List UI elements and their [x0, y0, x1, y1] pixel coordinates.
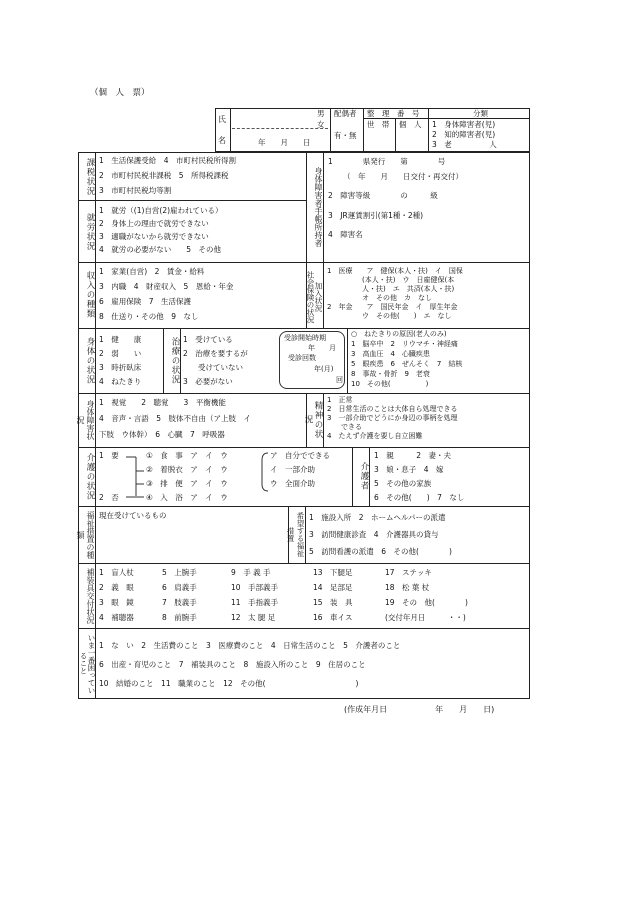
kaigo-label: 介護の状況	[85, 452, 95, 501]
shintai-option[interactable]: 2 弱 い	[99, 349, 142, 358]
hosogu-item[interactable]: 17 ステッキ	[385, 568, 432, 577]
setai-label: 世 帯	[367, 120, 390, 129]
kazei-option[interactable]: 2 市町村民税非課税 5 所得税課税	[99, 171, 229, 180]
kojin-label: 個 人	[399, 120, 422, 129]
kaigo-legend: ウ 全面介助	[270, 479, 315, 488]
chiryo-option[interactable]: 受けていない	[183, 363, 243, 372]
shintai-label: 身体の状況	[85, 337, 95, 385]
kaigo-legend: イ 一部介助	[270, 465, 315, 474]
seishin-option[interactable]: 1 正常	[327, 396, 353, 404]
netakiri-option[interactable]: 8 事故・骨折 9 老衰	[351, 370, 430, 378]
hoken-option[interactable]: 2 年金 ア 国民年金 イ 厚生年金	[327, 303, 458, 311]
shuro-option[interactable]: 4 就労の必要がない 5 その他	[99, 245, 222, 254]
hosogu-item[interactable]: 3 眼 鏡	[99, 598, 134, 607]
seishin-option[interactable]: 2 日常生活のことは大体自ら処理できる	[327, 405, 458, 413]
komari-option[interactable]: 10 結婚のこと 11 職業のこと 12 その他( )	[99, 679, 359, 688]
hosogu-item[interactable]: 5 上腕手	[162, 568, 197, 577]
jushin-count[interactable]: 回	[336, 376, 343, 384]
spouse-value[interactable]: 有・無	[334, 131, 357, 140]
techo-field[interactable]: 2 障害等級 の 級	[328, 191, 438, 200]
shintai-option[interactable]: 1 健 康	[99, 335, 142, 344]
fukushi-current[interactable]: 現在受けているもの	[99, 511, 167, 520]
hosogu-item[interactable]: 12 太 腿 足	[231, 613, 276, 622]
hoken-label: 社会保険の状況	[306, 270, 315, 324]
hoken-option[interactable]: 人・扶) エ 共済(本人・扶)	[327, 285, 455, 293]
hoken-option[interactable]: ウ その他( ) エ なし	[327, 312, 452, 320]
shi-label: 氏	[218, 115, 226, 124]
shuro-option[interactable]: 2 身体上の理由で就労できない	[99, 219, 209, 228]
kaigosha-label: 介護者	[359, 462, 369, 491]
shunyu-option[interactable]: 8 仕送り・その他 9 なし	[99, 312, 199, 321]
netakiri-option[interactable]: 5 眼疾患 6 ぜんそく 7 結核	[351, 360, 463, 368]
kaigo-item[interactable]: ① 食 事 ア イ ウ	[146, 451, 228, 460]
netakiri-option[interactable]: 10 その他( )	[351, 380, 429, 388]
kazei-option[interactable]: 3 市町村民税均等割	[99, 186, 172, 195]
hosogu-item[interactable]: 16 車イス	[313, 613, 353, 622]
mei-label: 名	[218, 136, 226, 145]
techo-label: 身体障害者手帳所持者	[314, 167, 323, 247]
shintai-option[interactable]: 3 時折臥床	[99, 363, 142, 372]
kaigo-item[interactable]: ④ 入 浴 ア イ ウ	[146, 493, 228, 502]
komari-option[interactable]: 6 出産・育児のこと 7 補装具のこと 8 施設入所のこと 9 住居のこと	[99, 660, 366, 669]
netakiri-header: ○ ねたきりの原因(老人のみ)	[351, 330, 447, 338]
shunyu-option[interactable]: 3 内職 4 財産収入 5 恩給・年金	[99, 282, 234, 291]
shuro-option[interactable]: 3 適職がないから就労できない	[99, 232, 209, 241]
hosogu-item[interactable]: 13 下腿足	[313, 568, 353, 577]
kaigosha-option[interactable]: 6 その他( ) 7 なし	[374, 493, 465, 502]
shogai-option[interactable]: 1 視覚 2 聴覚 3 平衡機能	[99, 398, 226, 407]
spouse-label: 配偶者	[334, 109, 357, 118]
shunyu-option[interactable]: 6 雇用保険 7 生活保護	[99, 297, 192, 306]
techo-field[interactable]: 3 JR運賃割引(第1種・2種)	[328, 211, 424, 220]
hosogu-item[interactable]: 15 装 具	[313, 598, 353, 607]
bunrui-label: 分類	[473, 109, 488, 118]
hosogu-item[interactable]: 8 前腕手	[162, 613, 197, 622]
hosogu-item[interactable]: 19 その 他( )	[385, 598, 468, 607]
seishin-label: 精神の状況	[303, 401, 323, 439]
chiryo-option[interactable]: 2 治療を要するが	[183, 349, 248, 358]
created-date[interactable]: (作成年月日 年 月 日)	[344, 705, 495, 714]
hosogu-item[interactable]: 7 肢義手	[162, 598, 197, 607]
kaigo-no[interactable]: 2 否	[99, 493, 119, 502]
birth-date: 年 月 日	[258, 138, 311, 147]
shogai-label: 身体障害状況	[76, 400, 95, 440]
jushin-period[interactable]: 年(月)	[314, 365, 334, 373]
kaigo-item[interactable]: ② 着脱衣 ア イ ウ	[146, 465, 228, 474]
hoken-option[interactable]: 1 医療 ア 健保(本人・扶) イ 国保	[327, 267, 463, 275]
jushin-start[interactable]: 受診開始時期	[284, 334, 326, 342]
chiryo-label: 治療の状況	[170, 337, 180, 385]
hoken-option[interactable]: (本人・扶) ウ 日雇健保(本	[327, 276, 455, 284]
seiri-label: 整 理 番 号	[367, 109, 420, 118]
shuro-label: 就労状況	[85, 213, 95, 251]
shuro-option[interactable]: 1 就労（(1)自営(2)雇われている）	[99, 206, 223, 215]
hosogu-item[interactable]: 11 手指義手	[231, 598, 279, 607]
shunyu-label: 収入の種類	[85, 271, 95, 319]
hosogu-item[interactable]: (交付年月日 ・・)	[385, 613, 466, 622]
hosogu-item[interactable]: 6 肩義手	[162, 583, 197, 592]
techo-field[interactable]: 4 障害名	[328, 230, 363, 239]
hosogu-item[interactable]: 4 補聴器	[99, 613, 134, 622]
kaigo-item[interactable]: ③ 排 便 ア イ ウ	[146, 479, 228, 488]
bunrui-item[interactable]: 2 知的障害者(児)	[432, 130, 496, 139]
bunrui-item[interactable]: 1 身体障害者(児)	[432, 120, 496, 129]
kazei-option[interactable]: 1 生活保護受給 4 市町村民税所得割	[99, 156, 237, 165]
hosogu-item[interactable]: 18 松 葉 杖	[385, 583, 430, 592]
kibo-option[interactable]: 3 訪問健康診査 4 介護器具の貸与	[309, 530, 439, 539]
shunyu-option[interactable]: 1 家業(自営) 2 賃金・給料	[99, 267, 205, 276]
hosogu-item[interactable]: 1 盲人杖	[99, 568, 134, 577]
shogai-option[interactable]: 4 音声・言語 5 肢体不自由（ア上肢 イ	[99, 414, 252, 423]
shintai-option[interactable]: 4 ねたきり	[99, 377, 142, 386]
kaigosha-option[interactable]: 5 その他の家族	[374, 479, 432, 488]
seishin-option[interactable]: できる	[327, 423, 362, 431]
chiryo-option[interactable]: 1 受けている	[183, 335, 233, 344]
shogai-option[interactable]: 下肢 ウ体幹） 6 心臓 7 呼吸器	[99, 430, 225, 439]
techo-field[interactable]: （ 年 月 日交付・再交付）	[343, 172, 463, 181]
kaigo-yes[interactable]: 1 要	[99, 451, 119, 460]
hosogu-item[interactable]: 9 手 義 手	[231, 568, 271, 577]
hosogu-item[interactable]: 10 手部義手	[231, 583, 279, 592]
kibo-option[interactable]: 1 施設入所 2 ホームヘルパーの派遣	[309, 513, 446, 522]
komari-label: いま一番困っていること	[79, 633, 96, 694]
jushin-date[interactable]: 年 月	[308, 344, 336, 352]
kaigosha-option[interactable]: 1 親 2 妻・夫	[374, 451, 452, 460]
bunrui-item[interactable]: 3 老 人	[432, 140, 497, 149]
komari-option[interactable]: 1 な い 2 生活費のこと 3 医療費のこと 4 日常生活のこと 5 介護者のこと	[99, 641, 401, 650]
form-title: （個 人 票）	[90, 88, 150, 98]
seishin-option[interactable]: 4 たえず介護を要し自立困難	[327, 432, 423, 440]
kibo-label: 希望する福祉措置	[286, 512, 305, 557]
hosogu-label: 補装具交付状況	[86, 567, 95, 624]
legend-bracket	[261, 452, 269, 492]
hoken-option[interactable]: オ その他 カ なし	[327, 294, 432, 302]
sex-female[interactable]: 女	[317, 120, 325, 129]
hosogu-item[interactable]: 14 足部足	[313, 583, 353, 592]
netakiri-option[interactable]: 1 脳卒中 2 リウマチ・神経痛	[351, 340, 458, 348]
sex-male[interactable]: 男	[317, 109, 325, 118]
hosogu-item[interactable]: 2 義 眼	[99, 583, 134, 592]
chiryo-option[interactable]: 3 必要がない	[183, 377, 233, 386]
kaigo-bracket	[124, 454, 146, 500]
fukushi-label: 福祉措置の種類	[76, 510, 95, 559]
techo-field[interactable]: 1 県発行 第 号	[328, 157, 446, 166]
seishin-option[interactable]: 3 一部介助でどうにか身辺の事柄を処理	[327, 414, 458, 422]
netakiri-option[interactable]: 3 高血圧 4 心臓疾患	[351, 350, 430, 358]
kaigosha-option[interactable]: 3 娘・息子 4 嫁	[374, 465, 444, 474]
kazei-label: 課税状況	[85, 158, 95, 196]
kaigo-legend: ア 自分でできる	[270, 451, 330, 460]
kibo-option[interactable]: 5 訪問看護の派遣 6 その他( )	[309, 547, 452, 556]
jushin-count-label: 受診回数	[288, 354, 316, 362]
hoken-label-extra: 加入状況	[314, 282, 323, 312]
